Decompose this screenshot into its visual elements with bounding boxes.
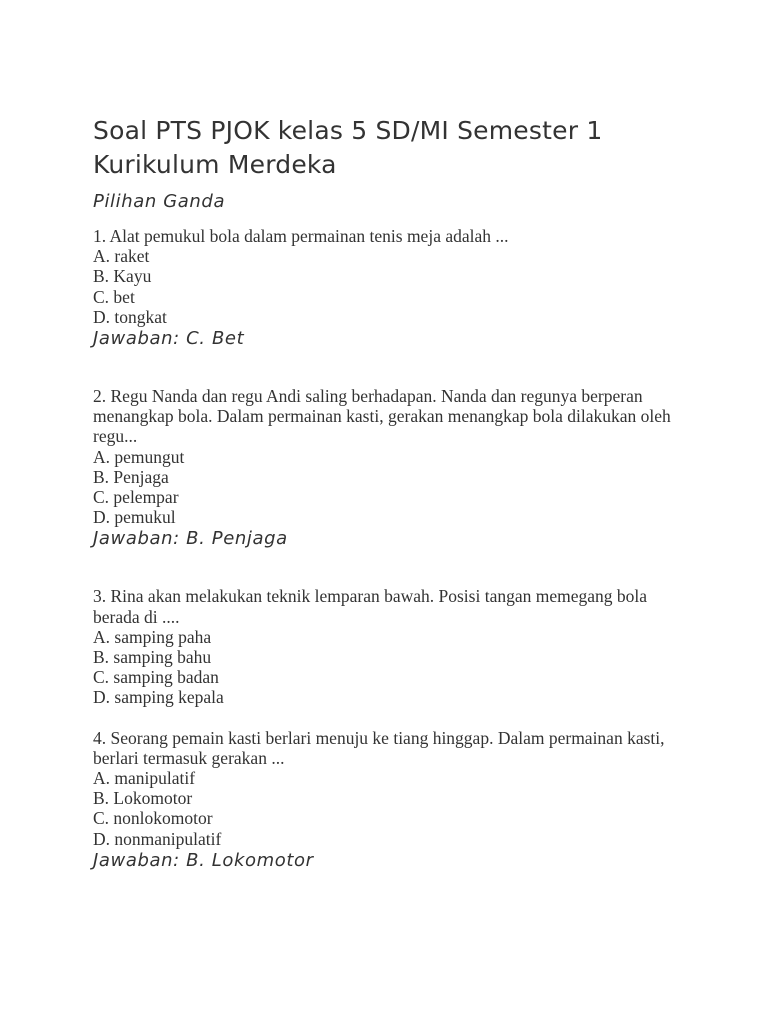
question-1-option-b: B. Kayu xyxy=(93,266,152,287)
question-2-option-d: D. pemukul xyxy=(93,507,176,528)
question-1-answer: Jawaban: C. Bet xyxy=(93,328,245,350)
question-1-option-c: C. bet xyxy=(93,286,135,307)
question-4-answer: Jawaban: B. Lokomotor xyxy=(93,849,314,871)
question-1-option-d: D. tongkat xyxy=(93,306,167,327)
question-4-option-d: D. nonmanipulatif xyxy=(93,828,222,849)
question-4-option-c: C. nonlokomotor xyxy=(93,808,213,829)
question-2-option-b: B. Penjaga xyxy=(93,466,169,487)
question-1-text: 1. Alat pemukul bola dalam permainan tenis meja adalah ... xyxy=(93,226,509,246)
question-3-option-d: D. samping kepala xyxy=(93,687,224,708)
question-4 xyxy=(93,728,693,873)
question-2 xyxy=(93,386,693,551)
question-3-text: 3. Rina akan melakukan teknik lemparan bawah. Posisi tangan memegang bola berada di .... xyxy=(93,586,648,627)
question-1-option-a: A. raket xyxy=(93,246,150,267)
question-3-option-b: B. samping bahu xyxy=(93,647,212,668)
question-2-option-c: C. pelempar xyxy=(93,487,179,508)
question-3-option-a: A. samping paha xyxy=(93,626,212,647)
question-4-text: 4. Seorang pemain kasti berlari menuju ke tiang hinggap. Dalam permainan kasti, berlari termasuk gerakan ... xyxy=(93,727,665,768)
document-content xyxy=(93,114,693,873)
question-4-option-a: A. manipulatif xyxy=(93,768,196,789)
question-2-answer: Jawaban: B. Penjaga xyxy=(93,528,288,550)
question-2-text: 2. Regu Nanda dan regu Andi saling berhadapan. Nanda dan regunya berperan menangkap bola. Dalam permainan kasti, gerakan menangkap bola dilakukan oleh regu... xyxy=(93,386,671,447)
question-3 xyxy=(93,586,693,707)
question-2-option-a: A. pemungut xyxy=(93,446,185,467)
question-3-option-c: C. samping badan xyxy=(93,667,219,688)
question-1 xyxy=(93,226,693,351)
page-title: Soal PTS PJOK kelas 5 SD/MI Semester 1 Kurikulum Merdeka xyxy=(93,116,603,179)
section-heading: Pilihan Ganda xyxy=(93,191,226,212)
question-4-option-b: B. Lokomotor xyxy=(93,788,193,809)
